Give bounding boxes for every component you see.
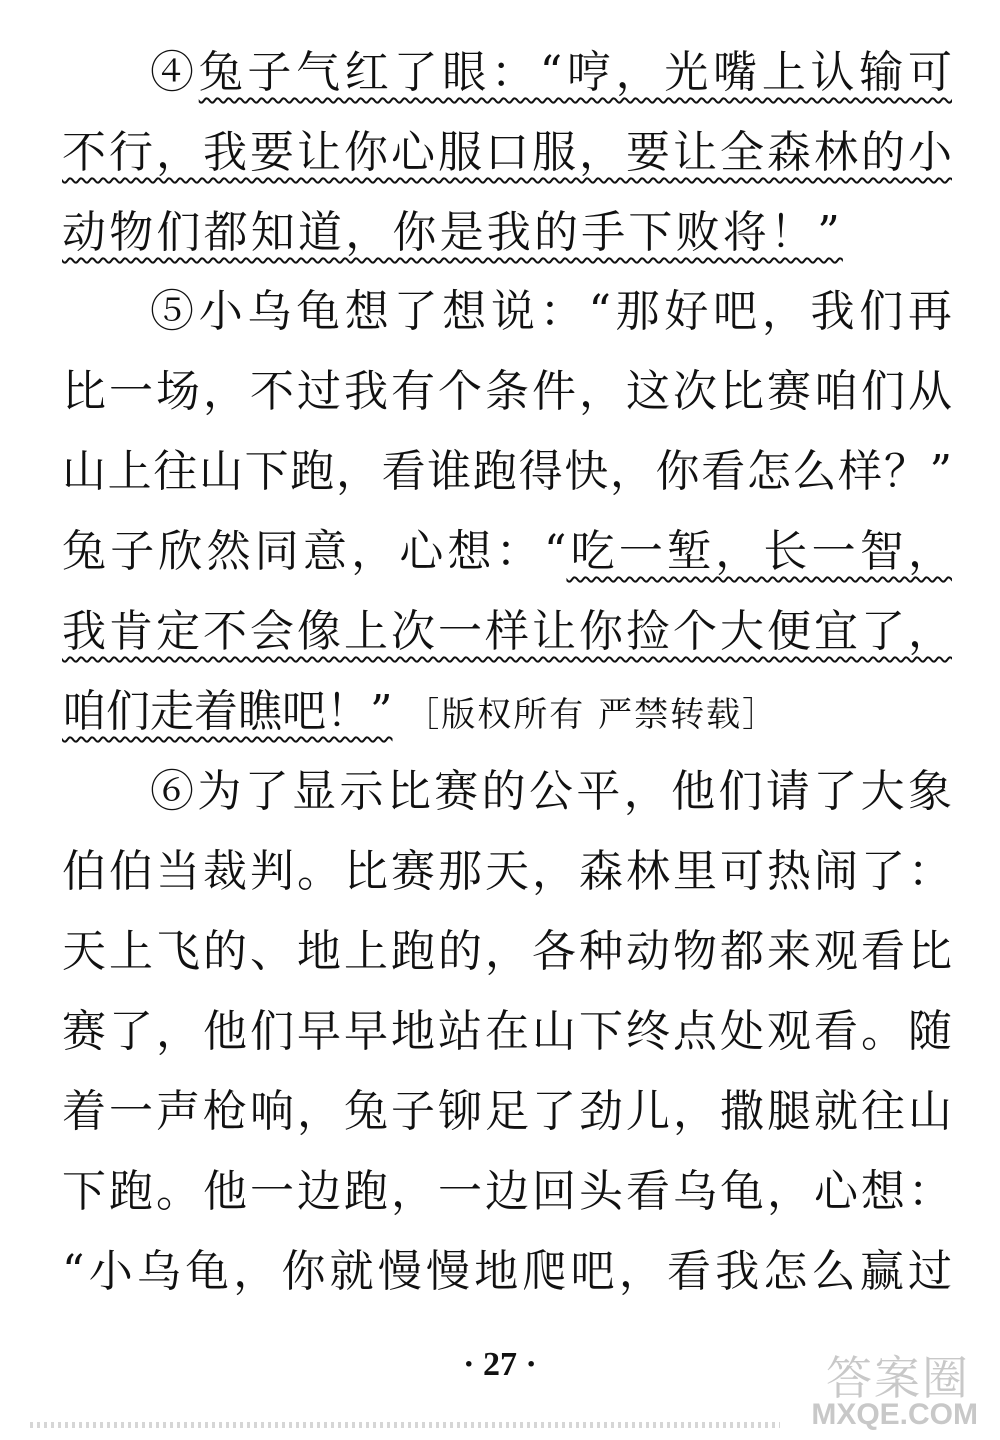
text-line xyxy=(62,512,952,592)
text-line xyxy=(62,352,952,432)
text-segment: 赛了，他们早早地站在山下终点处观看。随 xyxy=(62,1006,952,1057)
text-line xyxy=(62,992,952,1072)
text-line xyxy=(62,113,952,193)
text-line xyxy=(62,672,952,752)
text-line xyxy=(62,432,952,512)
text-segment: 山上往山下跑，看谁跑得快，你看怎么样？” xyxy=(62,446,952,497)
watermark-logo-text: 答案圈 xyxy=(826,1351,970,1405)
underlined-text: 不行，我要让你心服口服，要让全森林的小 xyxy=(62,127,952,178)
text-segment: 下跑。他一边跑，一边回头看乌龟，心想： xyxy=(62,1166,952,1217)
underlined-text: 吃一堑，长一智， xyxy=(566,526,953,577)
underlined-text: 我肯定不会像上次一样让你捡个大便宜了， xyxy=(62,606,952,657)
scan-artifact xyxy=(30,1422,780,1428)
page-number: · 27 · xyxy=(463,1346,537,1383)
text-segment: ⑥为了显示比赛的公平，他们请了大象 xyxy=(150,766,952,817)
underlined-text: 动物们都知道，你是我的手下败将！” xyxy=(62,207,843,258)
text-line xyxy=(62,1072,952,1152)
text-segment: 比一场，不过我有个条件，这次比赛咱们从 xyxy=(62,366,952,417)
text-line xyxy=(62,832,952,912)
underlined-text: 兔子气红了眼：“哼，光嘴上认输可 xyxy=(198,47,952,98)
text-segment: 兔子欣然同意，心想：“ xyxy=(62,526,567,577)
text-line xyxy=(62,1232,952,1312)
text-line xyxy=(62,193,952,273)
text-line xyxy=(62,592,952,672)
text-line xyxy=(150,752,952,832)
text-segment: ④ xyxy=(150,47,199,98)
text-segment: 天上飞的、地上跑的，各种动物都来观看比 xyxy=(62,926,952,977)
text-segment: ⑤小乌龟想了想说：“那好吧，我们再 xyxy=(150,286,952,337)
copyright-note: ［版权所有 严禁转载］ xyxy=(392,695,779,735)
text-segment: “小乌龟，你就慢慢地爬吧，看我怎么赢过 xyxy=(62,1246,952,1297)
underlined-text: 咱们走着瞧吧！” xyxy=(62,686,393,737)
text-line xyxy=(62,1152,952,1232)
watermark-url: MXQE.COM xyxy=(811,1398,978,1431)
text-segment: 伯伯当裁判。比赛那天，森林里可热闹了： xyxy=(62,846,952,897)
text-line xyxy=(62,912,952,992)
text-line xyxy=(150,272,952,352)
text-segment: 着一声枪响，兔子铆足了劲儿，撒腿就往山 xyxy=(62,1086,952,1137)
text-line xyxy=(150,33,952,113)
